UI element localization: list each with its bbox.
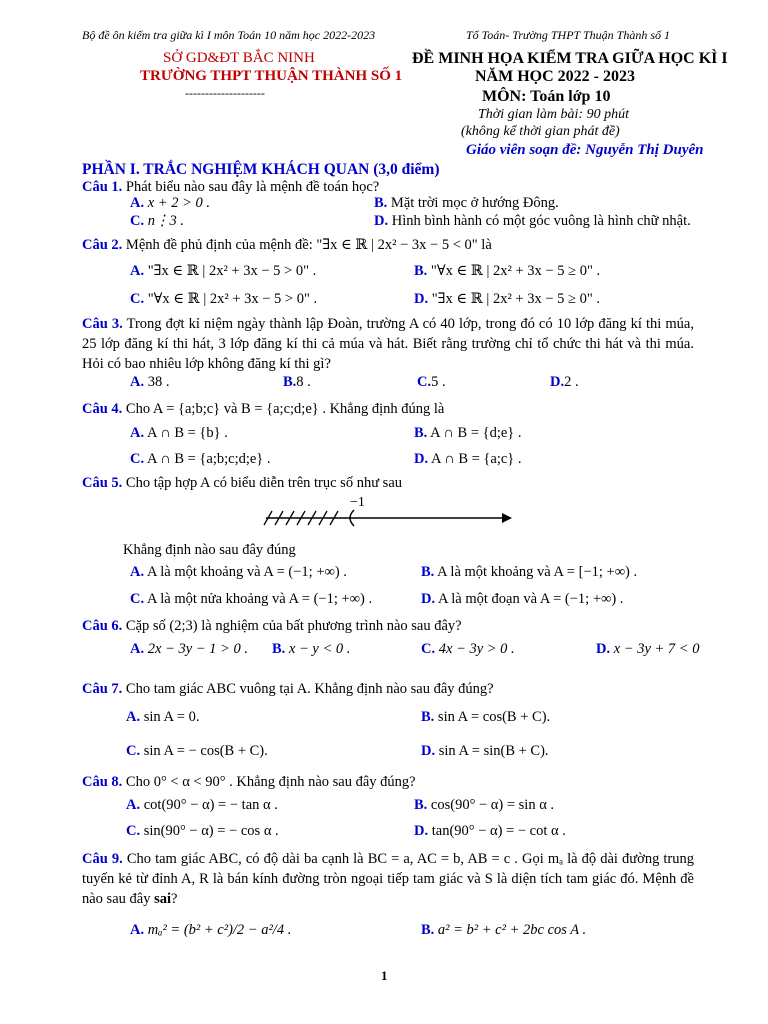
school-dept: SỞ GD&ĐT BẮC NINH: [163, 50, 315, 66]
school-divider: --------------------: [185, 86, 265, 100]
question-3: Câu 3. Trong đợt kỉ niệm ngày thành lập Đoàn, trường A có 40 lớp, trong đó có 10 lớp đăng kí thi múa, 25 lớp đăng kí thi hát, 3 lớp đăng kí thi cả múa và hát. Biết rằng trường chỉ tổ chức thi hát và thi múa. Hỏi có bao nhiêu lớp không đăng kí thi gì?: [82, 316, 694, 372]
school-name: TRƯỜNG THPT THUẬN THÀNH SỐ 1: [140, 68, 403, 84]
q2-option-a[interactable]: A. "∃x ∈ ℝ | 2x² + 3x − 5 > 0" .: [130, 263, 317, 279]
q5-option-b[interactable]: B. A là một khoảng và A = [−1; +∞) .: [421, 564, 638, 580]
question-1: Câu 1. Phát biểu nào sau đây là mệnh đề toán học?: [82, 179, 380, 195]
exam-year: NĂM HỌC 2022 - 2023: [475, 68, 635, 85]
exam-teacher: Giáo viên soạn đề: Nguyễn Thị Duyên: [466, 142, 704, 158]
exam-time: Thời gian làm bài: 90 phút: [478, 107, 629, 122]
emphasis-word: sai: [154, 891, 171, 907]
question-label: Câu 1.: [82, 179, 123, 195]
q5-option-c[interactable]: C. A là một nửa khoảng và A = (−1; +∞) .: [130, 591, 373, 607]
q1-option-c[interactable]: C. n⋮3 .: [130, 213, 184, 229]
q2-option-b[interactable]: B. "∀x ∈ ℝ | 2x² + 3x − 5 ≥ 0" .: [414, 263, 601, 279]
q6-option-c[interactable]: C. 4x − 3y > 0 .: [421, 641, 515, 657]
header-left: Bộ đề ôn kiểm tra giữa kì I môn Toán 10 năm học 2022-2023: [82, 28, 376, 42]
q7-option-c[interactable]: C. sin A = − cos(B + C).: [126, 743, 268, 759]
q2-option-c[interactable]: C. "∀x ∈ ℝ | 2x² + 3x − 5 > 0" .: [130, 291, 318, 307]
q8-option-a[interactable]: A. cot(90° − α) = − tan α .: [126, 797, 278, 813]
q9-option-a[interactable]: A. mₐ² = (b² + c²)/2 − a²/4 .: [130, 922, 292, 938]
q7-option-a[interactable]: A. sin A = 0.: [126, 709, 200, 725]
q2-option-d[interactable]: D. "∃x ∈ ℝ | 2x² + 3x − 5 ≥ 0" .: [414, 291, 601, 307]
q8-option-c[interactable]: C. sin(90° − α) = − cos α .: [126, 823, 279, 839]
q5-option-a[interactable]: A. A là một khoảng và A = (−1; +∞) .: [130, 564, 347, 580]
q9-option-b[interactable]: B. a² = b² + c² + 2bc cos A .: [421, 922, 587, 938]
question-7: Câu 7. Cho tam giác ABC vuông tại A. Khẳng định nào sau đây đúng?: [82, 681, 494, 697]
question-5: Câu 5. Cho tập hợp A có biểu diễn trên trục số như sau: [82, 475, 403, 491]
q7-option-d[interactable]: D. sin A = sin(B + C).: [421, 743, 549, 759]
header-right: Tổ Toán- Trường THPT Thuận Thành số 1: [466, 28, 671, 42]
q6-option-b[interactable]: B. x − y < 0 .: [272, 641, 351, 657]
q1-option-d[interactable]: D. Hình bình hành có một góc vuông là hình chữ nhật.: [374, 213, 691, 229]
number-line-figure: [262, 494, 512, 530]
exam-title: ĐỀ MINH HỌA KIỂM TRA GIỮA HỌC KÌ I: [412, 50, 728, 67]
question-9: Câu 9. Cho tam giác ABC, có độ dài ba cạnh là BC = a, AC = b, AB = c . Gọi mₐ là độ dài đường trung tuyến kẻ từ đỉnh A, R là bán kính đường tròn ngoại tiếp tam giác và S là diện tích tam giác đó. Mệnh đề nào sau đây sai?: [82, 851, 694, 907]
question-8: Câu 8. Cho 0° < α < 90° . Khẳng định nào sau đây đúng?: [82, 774, 416, 790]
q3-option-b[interactable]: B.8 .: [283, 374, 311, 390]
q4-option-d[interactable]: D. A ∩ B = {a;c} .: [414, 451, 522, 467]
q1-option-a[interactable]: A. x + 2 > 0 .: [130, 195, 210, 211]
question-4: Câu 4. Cho A = {a;b;c} và B = {a;c;d;e} . Khẳng định đúng là: [82, 401, 445, 417]
exam-note: (không kể thời gian phát đề): [461, 124, 620, 139]
exam-subject: MÔN: Toán lớp 10: [482, 88, 611, 105]
q4-option-b[interactable]: B. A ∩ B = {d;e} .: [414, 425, 522, 441]
page-number: 1: [381, 968, 388, 983]
section-title: PHẦN I. TRẮC NGHIỆM KHÁCH QUAN (3,0 điểm): [82, 161, 440, 178]
q4-option-c[interactable]: C. A ∩ B = {a;b;c;d;e} .: [130, 451, 271, 467]
q5-option-d[interactable]: D. A là một đoạn và A = (−1; +∞) .: [421, 591, 624, 607]
q6-option-d[interactable]: D. x − 3y + 7 < 0: [596, 641, 700, 657]
q3-option-a[interactable]: A. 38 .: [130, 374, 170, 390]
q8-option-d[interactable]: D. tan(90° − α) = − cot α .: [414, 823, 566, 839]
number-line-label: −1: [350, 495, 365, 510]
q7-option-b[interactable]: B. sin A = cos(B + C).: [421, 709, 551, 725]
q8-option-b[interactable]: B. cos(90° − α) = sin α .: [414, 797, 555, 813]
question-2: Câu 2. Mệnh đề phủ định của mệnh đề: "∃x ∈ ℝ | 2x² − 3x − 5 < 0" là: [82, 237, 492, 253]
q4-option-a[interactable]: A. A ∩ B = {b} .: [130, 425, 228, 441]
q6-option-a[interactable]: A. 2x − 3y − 1 > 0 .: [130, 641, 248, 657]
question-6: Câu 6. Cặp số (2;3) là nghiệm của bất phương trình nào sau đây?: [82, 618, 462, 634]
q1-option-b[interactable]: B. Mặt trời mọc ở hướng Đông.: [374, 195, 559, 211]
question-5-prompt: Khẳng định nào sau đây đúng: [123, 542, 296, 558]
q3-option-d[interactable]: D.2 .: [550, 374, 579, 390]
q3-option-c[interactable]: C.5 .: [417, 374, 446, 390]
